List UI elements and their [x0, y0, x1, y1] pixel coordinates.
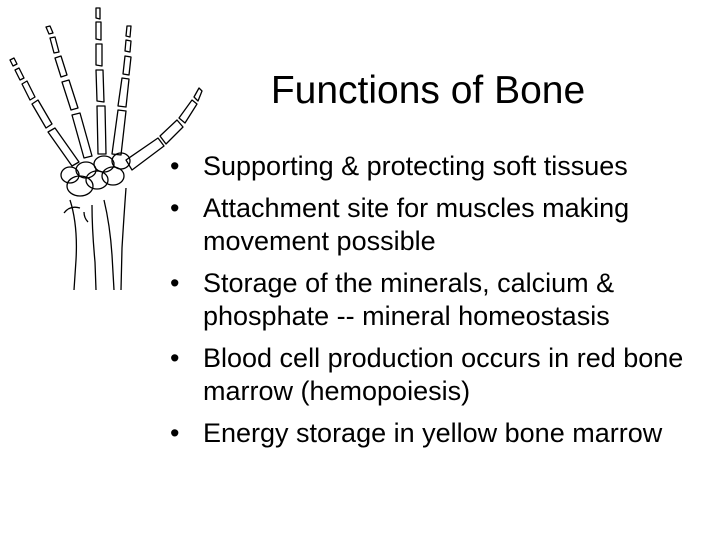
- bullet-text: Energy storage in yellow bone marrow: [203, 418, 663, 448]
- slide-title: Functions of Bone: [270, 69, 586, 112]
- ulna-bone-outer: [121, 188, 126, 290]
- ulna-bone: [104, 200, 114, 290]
- bullet-dot: •: [170, 151, 180, 181]
- bullet-item: [168, 150, 720, 183]
- radius-bone: [70, 200, 76, 290]
- bullet-text: Attachment site for muscles making movement possible: [203, 193, 630, 256]
- bullet-dot: •: [170, 418, 180, 448]
- bullet-text: Supporting & protecting soft tissues: [203, 151, 628, 181]
- bullet-item: [168, 342, 720, 408]
- bullet-item: [168, 417, 720, 450]
- bullet-list: [168, 150, 720, 459]
- bullet-text: Storage of the minerals, calcium & phosphate -- mineral homeostasis: [203, 268, 615, 331]
- bullet-dot: •: [170, 343, 180, 373]
- radius-bone-inner: [92, 205, 96, 290]
- bullet-item: [168, 192, 720, 258]
- bullet-dot: •: [170, 193, 180, 223]
- bullet-dot: •: [170, 268, 180, 298]
- bullet-item: [168, 267, 720, 333]
- bullet-text: Blood cell production occurs in red bone marrow (hemopoiesis): [203, 343, 684, 406]
